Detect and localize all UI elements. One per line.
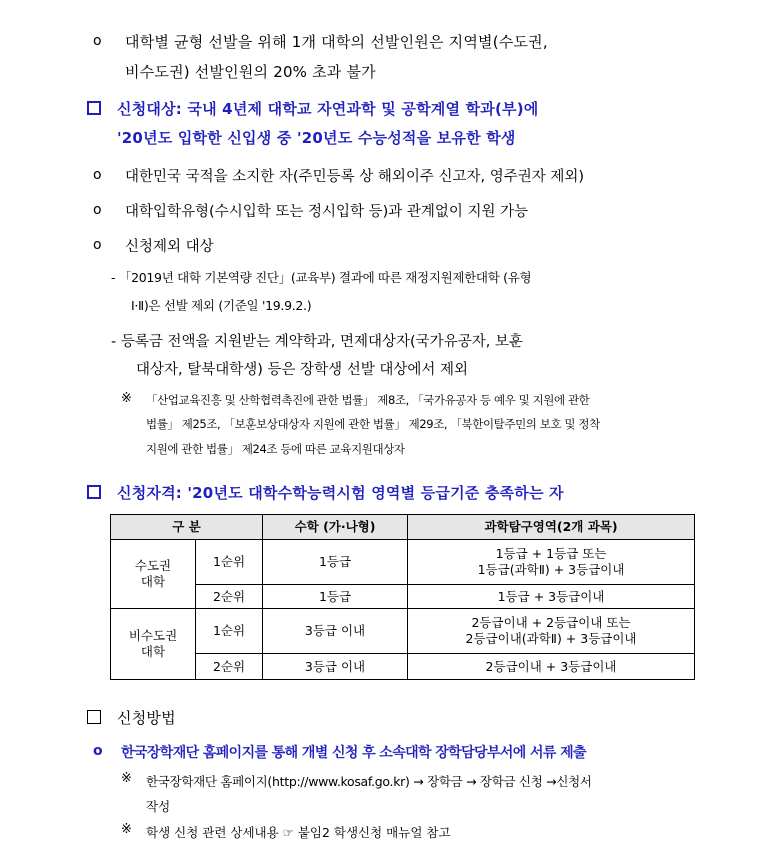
science-cell	[408, 609, 695, 654]
text-line: - 「2019년 대학 기본역량 진단」(교육부) 결과에 따른 재정지원제한대학 (유형	[111, 270, 532, 285]
science-cell: 1등급 + 3등급이내	[408, 585, 695, 609]
section-heading: 신청자격: '20년도 대학수학능력시험 영역별 등급기준 충족하는 자	[117, 484, 564, 502]
text-line: 대상자, 탈북대학생) 등은 장학생 선발 대상에서 제외	[136, 362, 469, 378]
math-cell: 3등급 이내	[263, 609, 408, 654]
table-header: 수학 (가·나형)	[263, 515, 408, 540]
rank-cell: 2순위	[196, 585, 263, 609]
note-line: 「산업교육진흥 및 산학협력촉진에 관한 법률」 제8조, 「국가유공자 등 예우 및 지원에 관한	[146, 393, 590, 407]
text-line: 한국장학재단 홈페이지를 통해 개별 신청 후 소속대학 장학담당부서에 서류 제출	[121, 745, 586, 761]
region-cell: 수도권 대학	[111, 540, 196, 609]
text-line: 대학입학유형(수시입학 또는 정시입학 등)과 관계없이 지원 가능	[125, 204, 529, 220]
science-line: 2등급이내(과학Ⅱ) + 3등급이내	[465, 631, 637, 646]
science-line: 2등급이내 + 2등급이내 또는	[471, 615, 631, 630]
section-heading: 신청방법	[117, 709, 176, 727]
text-line: 한국장학재단 홈페이지(http://www.kosaf.go.kr) → 장학금 → 장학금 신청 →신청서	[146, 774, 592, 789]
text-line: - 등록금 전액을 지원받는 계약학과, 면제대상자(국가유공자, 보훈	[111, 334, 523, 350]
checkbox-square-icon	[87, 485, 101, 499]
text-line: 대한민국 국적을 소지한 자(주민등록 상 해외이주 신고자, 영주권자 제외)	[125, 169, 584, 185]
circle-bullet-icon: o	[93, 237, 102, 253]
checkbox-square-icon	[87, 710, 101, 724]
math-cell: 1등급	[263, 540, 408, 585]
circle-bullet-icon: o	[93, 167, 102, 183]
math-cell: 1등급	[263, 585, 408, 609]
math-cell: 3등급 이내	[263, 654, 408, 680]
rank-cell: 1순위	[196, 540, 263, 585]
checkbox-square-icon	[87, 101, 101, 115]
text-line: 대학별 균형 선발을 위해 1개 대학의 선발인원은 지역별(수도권,	[125, 33, 548, 51]
science-line: 1등급 + 1등급 또는	[495, 546, 607, 561]
reference-mark-icon: ※	[121, 771, 132, 786]
table-header: 과학탐구영역(2개 과목)	[408, 515, 695, 540]
reference-mark-icon: ※	[121, 822, 132, 837]
circle-bullet-icon: o	[93, 743, 103, 759]
rank-cell: 2순위	[196, 654, 263, 680]
text-line: 신청제외 대상	[125, 239, 214, 255]
note-line: 지원에 관한 법률」 제24조 등에 따른 교육지원대상자	[146, 442, 405, 456]
text-line: 비수도권) 선발인원의 20% 초과 불가	[125, 63, 376, 81]
section-heading: '20년도 입학한 신입생 중 '20년도 수능성적을 보유한 학생	[117, 129, 516, 147]
text-line: Ⅰ·Ⅱ)은 선발 제외 (기준일 '19.9.2.)	[131, 298, 312, 313]
circle-bullet-icon: o	[93, 202, 102, 218]
grade-criteria-table	[110, 514, 695, 680]
table-header: 구 분	[111, 515, 263, 540]
note-line: 법률」 제25조, 「보훈보상대상자 지원에 관한 법률」 제29조, 「북한이탈주민의 보호 및 정착	[146, 417, 600, 431]
circle-bullet-icon: o	[93, 33, 102, 49]
text-line: 학생 신청 관련 상세내용 ☞ 붙임2 학생신청 매뉴얼 참고	[146, 825, 451, 840]
text-line: 작성	[146, 799, 171, 814]
science-cell: 2등급이내 + 3등급이내	[408, 654, 695, 680]
region-cell: 비수도권 대학	[111, 609, 196, 680]
reference-mark-icon: ※	[121, 391, 132, 406]
rank-cell: 1순위	[196, 609, 263, 654]
science-cell	[408, 540, 695, 585]
section-heading: 신청대상: 국내 4년제 대학교 자연과학 및 공학계열 학과(부)에	[117, 100, 539, 118]
science-line: 1등급(과학Ⅱ) + 3등급이내	[477, 562, 625, 577]
